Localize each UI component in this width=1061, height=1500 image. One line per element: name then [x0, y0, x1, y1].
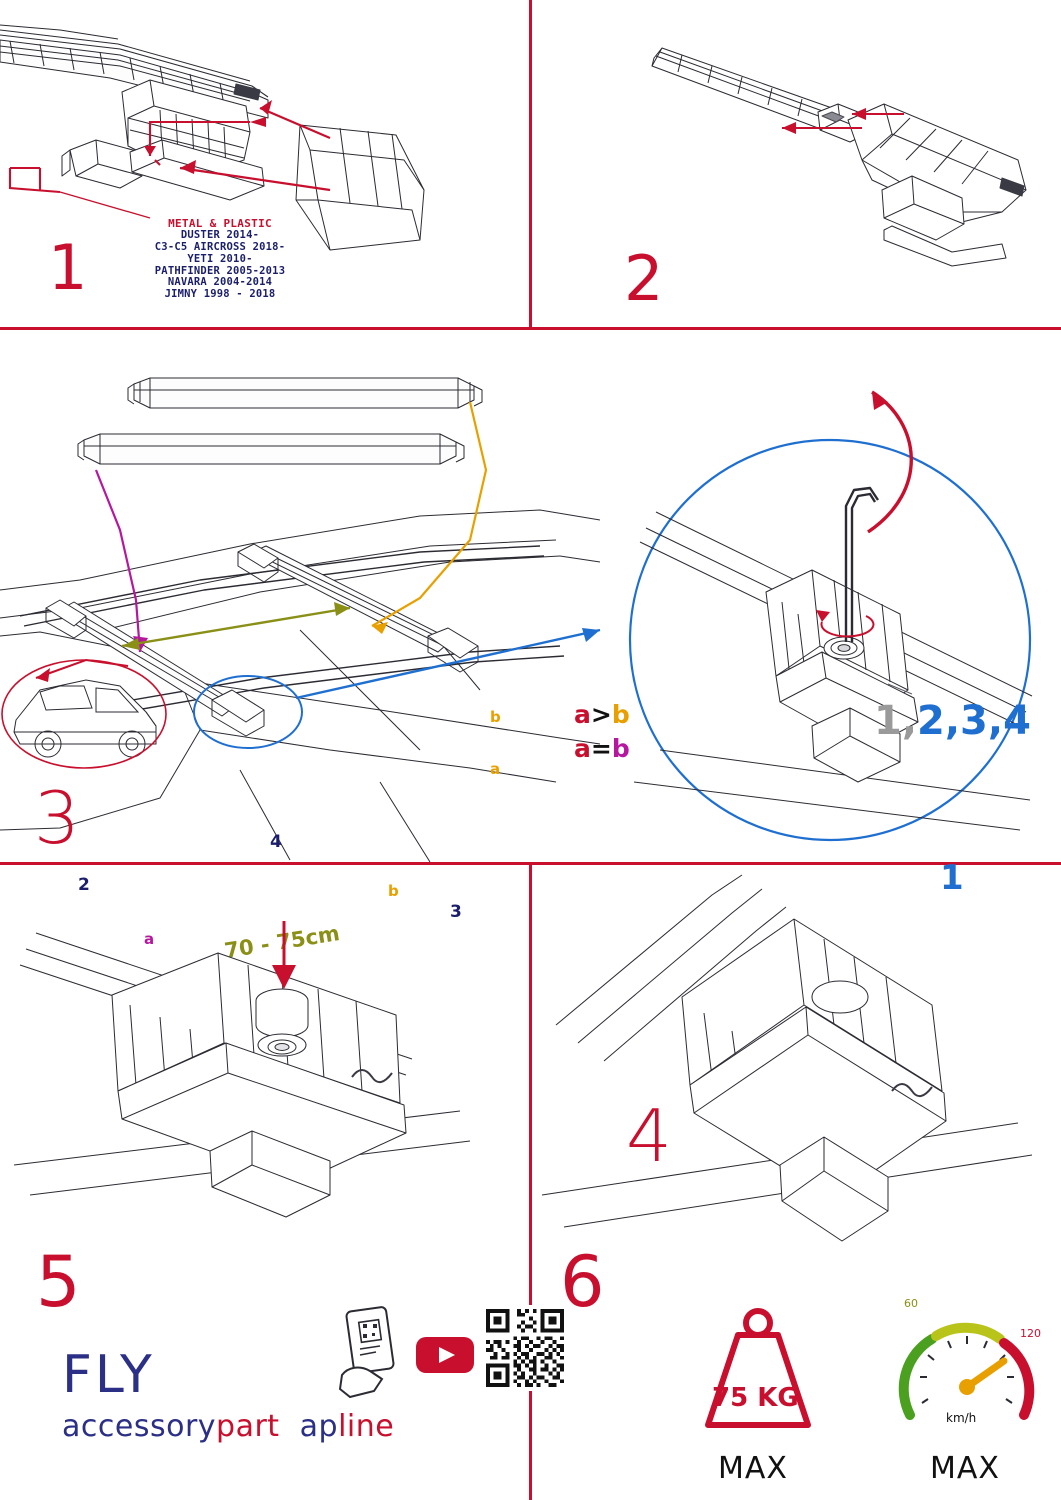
vehicle-line-4: PATHFINDER 2005-2013 — [154, 264, 286, 277]
label-b-bar: b — [388, 882, 399, 900]
speed-unit-label: km/h — [946, 1411, 977, 1425]
step-6-illustration — [532, 865, 1061, 1265]
bar-number-3: 3 — [450, 902, 462, 922]
label-a-top: a — [490, 760, 501, 778]
max-speed-label: MAX — [930, 1451, 1000, 1486]
speed-max-tick: 120 — [1020, 1327, 1041, 1340]
label-b-top: b — [490, 708, 501, 726]
speed-min-tick: 60 — [904, 1297, 918, 1310]
vehicle-line-2: C3-C5 AIRCROSS 2018- — [154, 241, 286, 254]
brand-fly: FLY — [62, 1345, 155, 1405]
label-a-bar: a — [144, 930, 155, 948]
max-weight-label: MAX — [718, 1451, 788, 1486]
step-2-illustration — [532, 0, 1061, 327]
brand-tagline — [62, 1409, 394, 1444]
panel-step-2 — [532, 0, 1061, 327]
step-number-2: 2 — [624, 242, 663, 315]
max-weight-icon — [678, 1305, 838, 1435]
step-number-5: 5 — [36, 1241, 80, 1323]
bar-number-4: 4 — [270, 832, 282, 852]
brand-line: line — [338, 1409, 395, 1444]
bar-number-2: 2 — [78, 875, 90, 895]
vehicle-line-5: NAVARA 2004-2014 — [167, 276, 273, 289]
vehicle-line-3: YETI 2010- — [187, 252, 253, 265]
vehicle-line-1: DUSTER 2014- — [180, 229, 260, 242]
vehicle-line-6: JIMNY 1998 - 2018 — [164, 288, 276, 301]
sequence-blue: 2,3,4 — [917, 698, 1031, 744]
step4-sequence — [874, 698, 1031, 744]
step-5-illustration — [0, 865, 529, 1265]
step-4-illustration — [600, 330, 1061, 862]
ab-line-2: a=b — [574, 733, 630, 763]
sequence-grey: 1, — [874, 698, 918, 744]
step-number-4: 4 — [626, 1094, 671, 1178]
panel-step-1 — [0, 0, 529, 327]
step-number-1: 1 — [48, 231, 87, 304]
step4-marker-1: 1 — [940, 858, 964, 898]
brand-part: part — [216, 1409, 280, 1444]
metal-plastic-callout — [70, 218, 370, 301]
brand-accessory: accessory — [62, 1409, 217, 1444]
panel-step-4 — [600, 330, 1061, 1178]
youtube-icon[interactable] — [415, 1333, 475, 1377]
max-weight-value: 75 KG — [712, 1383, 799, 1413]
step-number-3: 3 — [34, 776, 79, 860]
brand-ap: ap — [299, 1409, 339, 1444]
scan-phone-icon — [330, 1305, 410, 1405]
step-number-6: 6 — [560, 1241, 604, 1323]
ab-line-1: a>b — [574, 700, 630, 729]
panel-step-3 — [0, 330, 630, 963]
step-3-illustration — [0, 330, 600, 862]
callout-title: METAL & PLASTIC — [168, 217, 272, 230]
panel-step-6 — [532, 865, 1061, 1500]
bar-distance-label: 70 - 75cm — [222, 921, 342, 963]
panel-step-5 — [0, 865, 529, 1500]
